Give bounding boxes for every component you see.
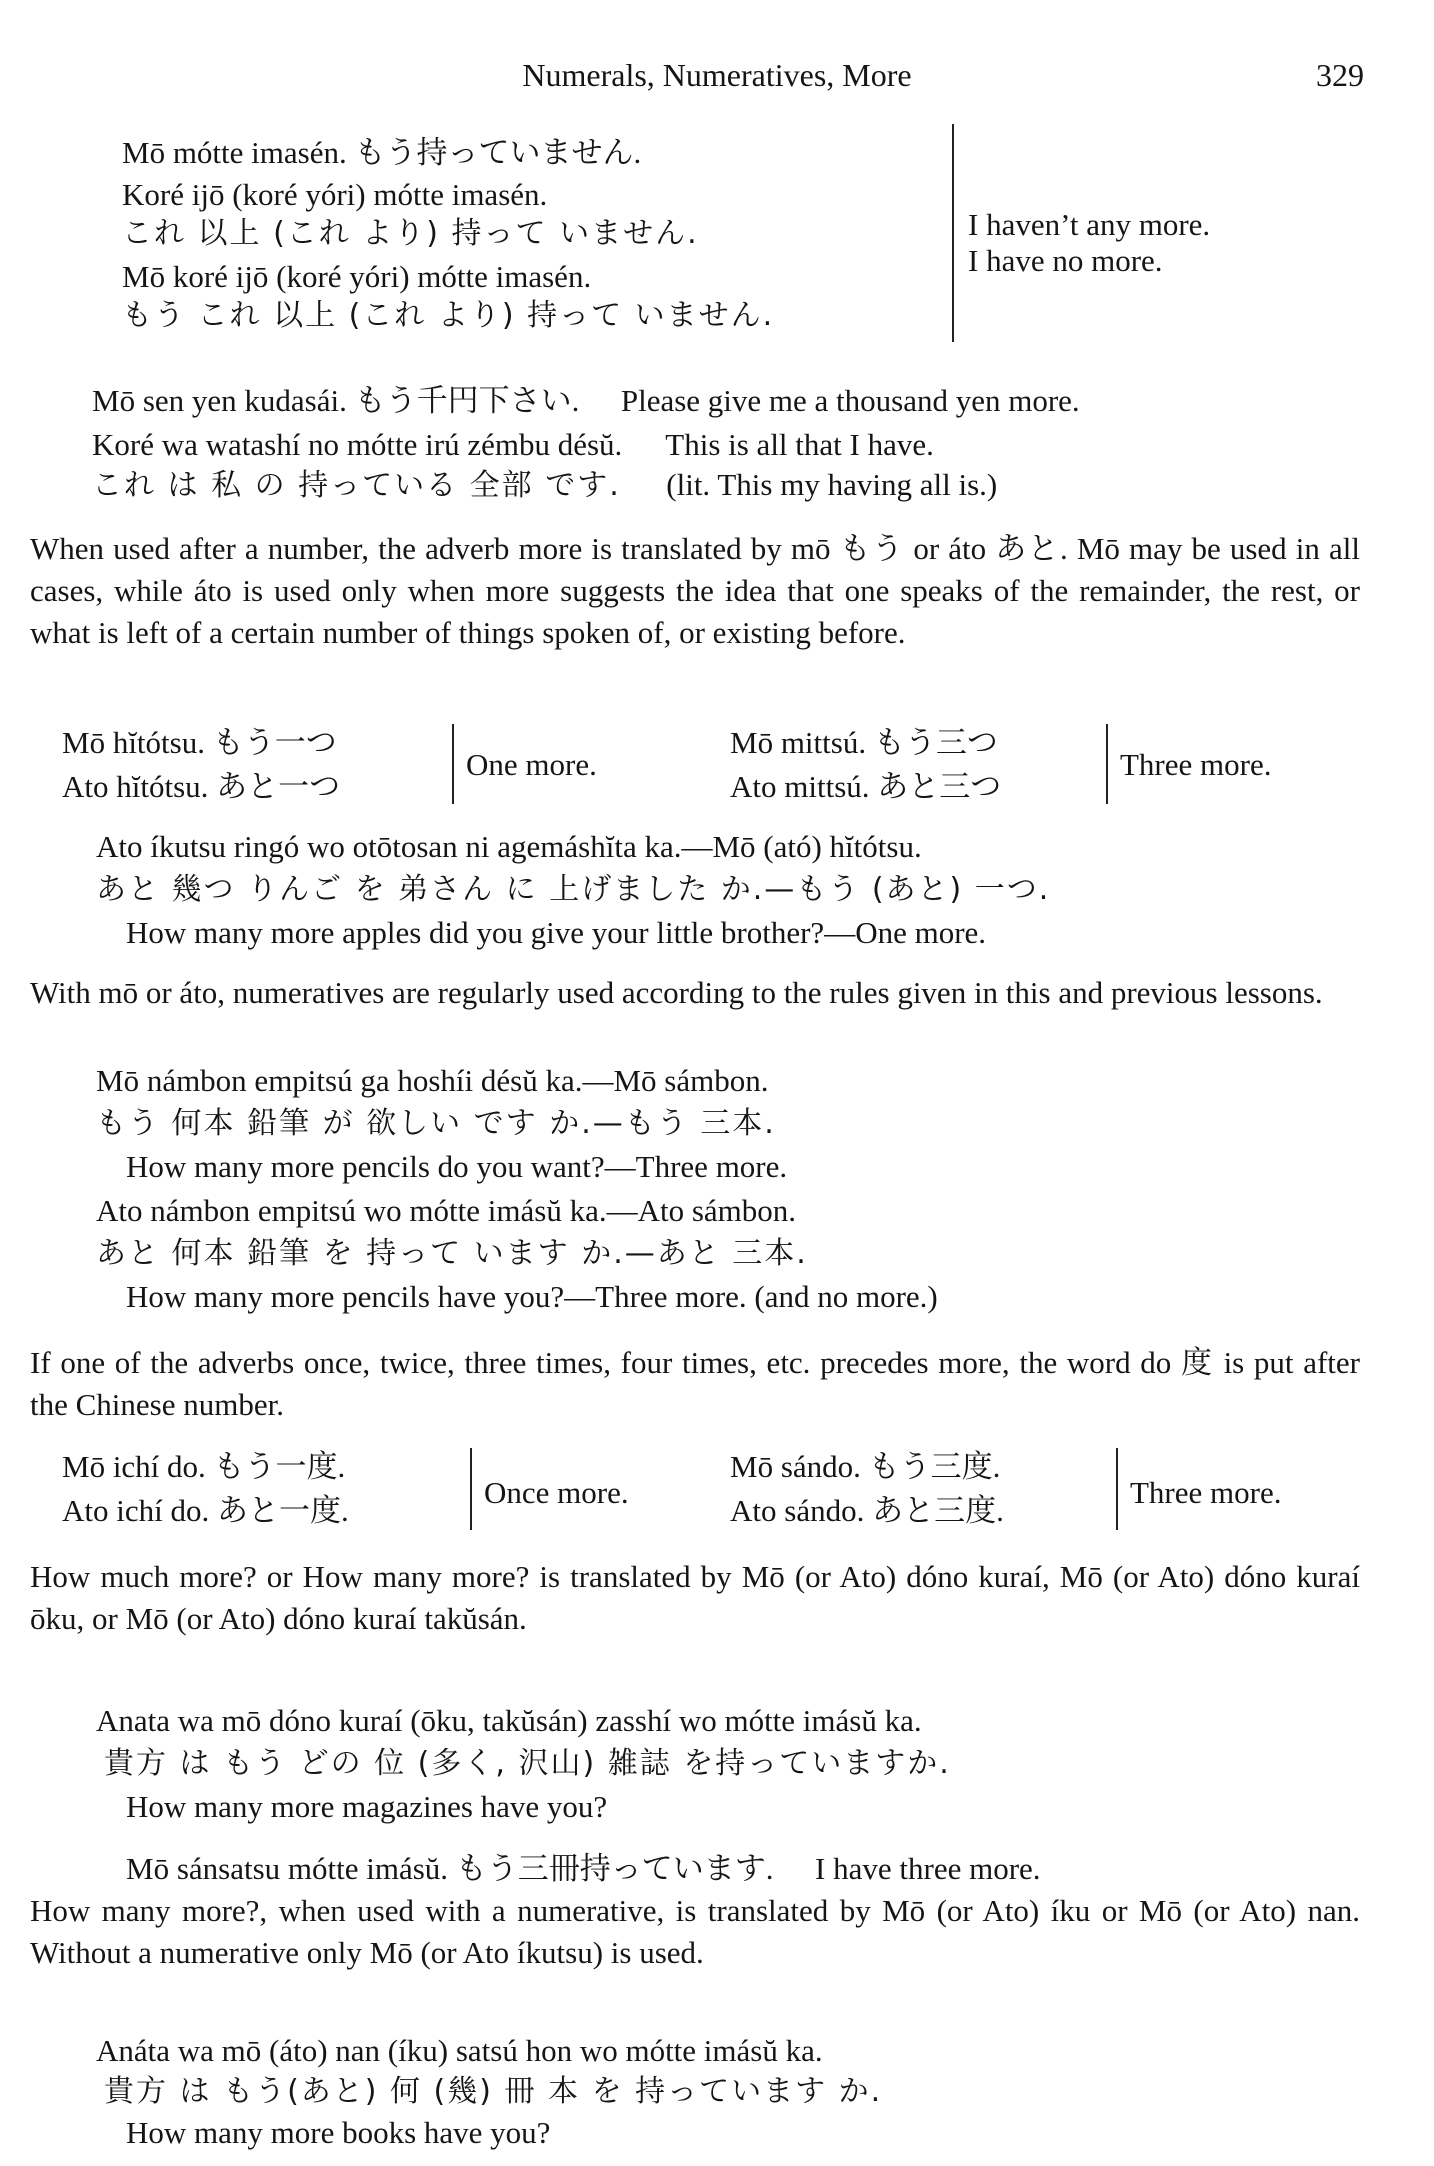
- example-line: Ato sándo. あと三度.: [730, 1493, 1004, 1528]
- example-line-english: How many more pencils do you want?—Three more.: [126, 1149, 788, 1184]
- example-line: Koré ijō (koré yóri) mótte imasén.: [122, 177, 548, 212]
- translation-line: One more.: [466, 747, 597, 782]
- example-line: Anáta wa mō (áto) nan (íku) satsú hon wo mótte imásŭ ka.: [96, 2033, 823, 2068]
- example-line: Ato íkutsu ringó wo otōtosan ni agemáshĭta ka.—Mō (ató) hĭtótsu.: [96, 829, 922, 864]
- example-one-more: [62, 722, 340, 810]
- example-romaji: Koré wa watashí no mótte irú zémbu désŭ.: [92, 427, 623, 462]
- example-translation: Please give me a thousand yen more.: [620, 383, 1080, 418]
- paragraph-numeratives: With mō or áto, numeratives are regularly used according to the rules given in this and previous lessons.: [30, 975, 1323, 1010]
- example-line: Mō mótte imasén. もう持っていません.: [122, 135, 642, 170]
- example-line-japanese: あと 幾つ りんご を 弟さん に 上げました か.—もう (あと) 一つ.: [96, 872, 1051, 907]
- example-line: Ato námbon empitsú wo mótte imásŭ ka.—Ato sámbon.: [96, 1193, 797, 1228]
- example-three-more-times: [730, 1446, 1004, 1534]
- example-block-apples: [96, 826, 1050, 952]
- example-line: Ato hĭtótsu. あと一つ: [62, 769, 341, 804]
- paragraph-with-numerative: How many more?, when used with a numerative, is translated by Mō (or Ato) íku or Mō (or Ato) nan. Without a numerative only Mō (or Ato íkutsu) is used.: [30, 1893, 1360, 1970]
- example-block-magazines: [96, 1700, 1041, 1892]
- example-line: Mō ichí do. もう一度.: [62, 1449, 346, 1484]
- brace-bracket: [452, 724, 454, 804]
- example-block-no-more: [122, 132, 774, 338]
- brace-bracket: [1116, 1448, 1118, 1530]
- example-three-more: [730, 722, 1001, 810]
- brace-bracket: [470, 1448, 472, 1530]
- page-number: 329: [1316, 57, 1364, 93]
- example-line: Ato ichí do. あと一度.: [62, 1493, 349, 1528]
- example-line-japanese: あと 何本 鉛筆 を 持って います か.—あと 三本.: [96, 1236, 808, 1271]
- example-translation: (lit. This my having all is.): [666, 467, 998, 502]
- example-line-japanese: もう これ 以上 (これ より) 持って いません.: [122, 298, 775, 333]
- brace-bracket: [952, 124, 954, 342]
- example-line-english: How many more books have you?: [126, 2115, 551, 2150]
- example-line-japanese: もう 何本 鉛筆 が 欲しい です か.—もう 三本.: [96, 1106, 776, 1141]
- translation-line: I have no more.: [968, 243, 1163, 278]
- paragraph-how-much-more: How much more? or How many more? is translated by Mō (or Ato) dóno kuraí, Mō (or Ato) dóno kuraí ōku, or Mō (or Ato) dóno kuraí takŭsán.: [30, 1559, 1360, 1636]
- example-block-books: [96, 2030, 882, 2152]
- example-translation: This is all that I have.: [665, 427, 934, 462]
- example-line-english: How many more magazines have you?: [126, 1789, 608, 1824]
- paragraph-once-twice: If one of the adverbs once, twice, three times, four times, etc. precedes more, the word do 度 is put after the Chinese number.: [30, 1345, 1360, 1422]
- example-block-pencils: [96, 1060, 938, 1316]
- translation-line: Three more.: [1120, 747, 1272, 782]
- example-romaji: Mō sánsatsu mótte imásŭ. もう三冊持っています.: [126, 1851, 774, 1886]
- example-line-english: How many more apples did you give your little brother?—One more.: [126, 915, 987, 950]
- example-translation: I have three more.: [815, 1851, 1041, 1886]
- example-line: Mō hĭtótsu. もう一つ: [62, 725, 337, 760]
- example-line-japanese: 貴方 は もう(あと) 何 (幾) 冊 本 を 持っています か.: [104, 2074, 883, 2109]
- example-block-thousand-yen: [92, 380, 1080, 506]
- example-romaji: Mō sen yen kudasái. もう千円下さい.: [92, 383, 580, 418]
- page-header: [0, 54, 1434, 104]
- example-once-more: [62, 1446, 349, 1534]
- translation-line: Three more.: [1130, 1475, 1282, 1510]
- example-line: Mō námbon empitsú ga hoshíi désŭ ka.—Mō sámbon.: [96, 1063, 769, 1098]
- example-line-japanese: 貴方 は もう どの 位 (多く, 沢山) 雑誌 を持っていますか.: [104, 1746, 951, 1781]
- brace-bracket: [1106, 724, 1108, 804]
- example-line: Anata wa mō dóno kuraí (ōku, takŭsán) zasshí wo mótte imásŭ ka.: [96, 1703, 922, 1738]
- translation-line: Once more.: [484, 1475, 629, 1510]
- paragraph-more-after-number: When used after a number, the adverb more is translated by mō もう or áto あと. Mō may be used in all cases, while áto is used only when more suggests the idea that one speaks of the remainder, the rest, or what is left of a certain number of things spoken of, or existing before.: [30, 531, 1360, 650]
- example-line: Ato mittsú. あと三つ: [730, 769, 1002, 804]
- example-line: Mō mittsú. もう三つ: [730, 725, 998, 760]
- example-japanese: これ は 私 の 持っている 全部 です.: [92, 468, 621, 503]
- translation-group: [968, 204, 1210, 276]
- running-title: Numerals, Numeratives, More: [522, 57, 912, 93]
- example-line: Mō koré ijō (koré yóri) mótte imasén.: [122, 259, 592, 294]
- example-line: Mō sándo. もう三度.: [730, 1449, 1001, 1484]
- example-line-japanese: これ 以上 (これ より) 持って いません.: [122, 216, 699, 251]
- translation-line: I haven’t any more.: [968, 207, 1211, 242]
- example-line-english: How many more pencils have you?—Three more. (and no more.): [126, 1279, 938, 1314]
